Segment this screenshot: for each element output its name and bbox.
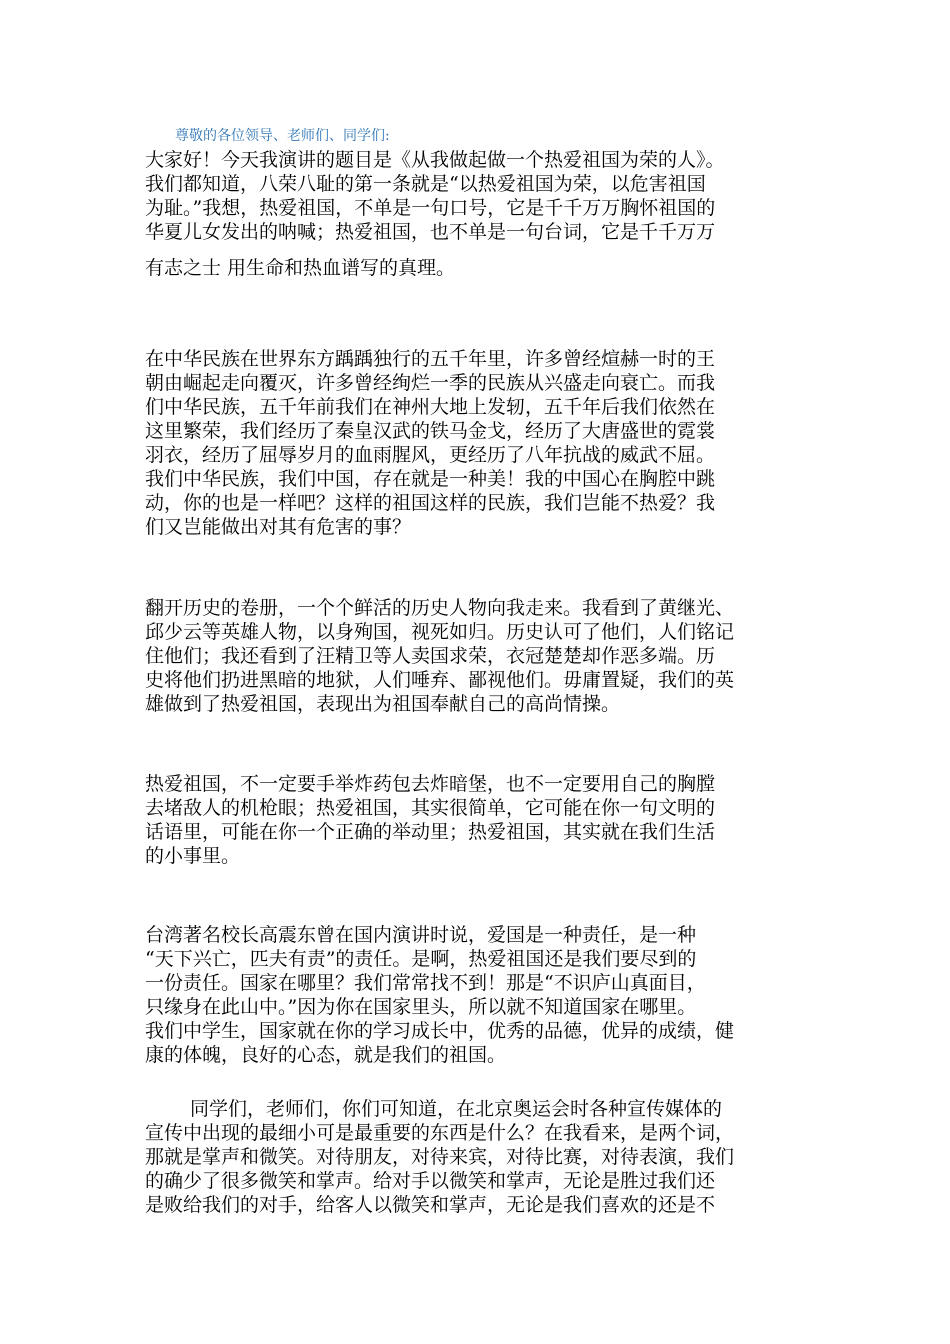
- paragraph-line: 大家好！今天我演讲的题目是《从我做起做一个热爱祖国为荣的人》。: [145, 149, 725, 171]
- paragraph-line: 去堵敌人的机枪眼；热爱祖国，其实很简单，它可能在你一句文明的: [145, 797, 716, 819]
- paragraph-line: 宣传中出现的最细小可是最重要的东西是什么？在我看来，是两个词，: [145, 1122, 735, 1144]
- paragraph-line: 翻开历史的卷册，一个个鲜活的历史人物向我走来。我看到了黄继光、: [145, 597, 735, 619]
- paragraph-line: 我们中学生，国家就在你的学习成长中，优秀的品德，优异的成绩，健: [145, 1020, 735, 1042]
- paragraph-line: 羽衣，经历了屈辱岁月的血雨腥风，更经历了八年抗战的威武不屈。: [145, 444, 716, 466]
- paragraph-line: 只缘身在此山中。”因为你在国家里头，所以就不知道国家在哪里。: [145, 996, 697, 1018]
- paragraph-daily-life: [145, 772, 825, 868]
- paragraph-line: 的确少了很多微笑和掌声。给对手以微笑和掌声，无论是胜过我们还: [145, 1170, 716, 1192]
- paragraph-line: 一份责任。国家在哪里？我们常常找不到！那是“不识庐山真面目，: [145, 972, 706, 994]
- paragraph-intro: [145, 148, 825, 280]
- paragraph-line: 同学们，老师们，你们可知道，在北京奥运会时各种宣传媒体的: [190, 1098, 723, 1120]
- paragraph-line: 雄做到了热爱祖国，表现出为祖国奉献自己的高尚情操。: [145, 693, 621, 715]
- paragraph-line: 邱少云等英雄人物，以身殉国，视死如归。历史认可了他们，人们铭记: [145, 621, 735, 643]
- salutation: 尊敬的各位领导、老师们、同学们:: [175, 128, 390, 144]
- paragraph-line: 我们中华民族，我们中国，存在就是一种美！我的中国心在胸腔中跳: [145, 468, 716, 490]
- paragraph-line: 史将他们扔进黑暗的地狱，人们唾弃、鄙视他们。毋庸置疑，我们的英: [145, 669, 735, 691]
- paragraph-line: 的小事里。: [145, 845, 241, 867]
- paragraph-line: 动，你的也是一样吧？这样的祖国这样的民族，我们岂能不热爱？我: [145, 492, 716, 514]
- paragraph-line: 住他们；我还看到了汪精卫等人卖国求荣，衣冠楚楚却作恶多端。历: [145, 645, 716, 667]
- paragraph-line: 热爱祖国，不一定要手举炸药包去炸暗堡，也不一定要用自己的胸膛: [145, 773, 716, 795]
- paragraph-line: 我们都知道，八荣八耻的第一条就是“以热爱祖国为荣，以危害祖国: [145, 173, 706, 195]
- paragraph-line: 是败给我们的对手，给客人以微笑和掌声，无论是我们喜欢的还是不: [145, 1194, 716, 1216]
- paragraph-line: “天下兴亡，匹夫有责”的责任。是啊，热爱祖国还是我们要尽到的: [145, 948, 697, 970]
- paragraph-line: 们中华民族，五千年前我们在神州大地上发轫，五千年后我们依然在: [145, 396, 716, 418]
- paragraph-line: 这里繁荣，我们经历了秦皇汉武的铁马金戈，经历了大唐盛世的霓裳: [145, 420, 716, 442]
- paragraph-history: [145, 347, 825, 539]
- paragraph-line: 华夏儿女发出的呐喊；热爱祖国，也不单是一句台词，它是千千万万: [145, 221, 716, 243]
- paragraph-line: 台湾著名校长高震东曾在国内演讲时说，爱国是一种责任，是一种: [145, 924, 697, 946]
- paragraph-line: 康的体魄，良好的心态，就是我们的祖国。: [145, 1044, 507, 1066]
- paragraph-responsibility: [145, 923, 825, 1067]
- paragraph-olympics: [145, 1097, 825, 1217]
- paragraph-line: 在中华民族在世界东方踽踽独行的五千年里，许多曾经煊赫一时的王: [145, 348, 716, 370]
- paragraph-line: 们又岂能做出对其有危害的事？: [145, 516, 412, 538]
- paragraph-heroes: [145, 596, 825, 716]
- paragraph-line: 话语里，可能在你一个正确的举动里；热爱祖国，其实就在我们生活: [145, 821, 716, 843]
- paragraph-line: 有志之士 用生命和热血谱写的真理。: [145, 257, 456, 279]
- paragraph-line: 那就是掌声和微笑。对待朋友，对待来宾，对待比赛，对待表演，我们: [145, 1146, 735, 1168]
- paragraph-line: 朝由崛起走向覆灭，许多曾经绚烂一季的民族从兴盛走向衰亡。而我: [145, 372, 716, 394]
- paragraph-line: 为耻。”我想，热爱祖国，不单是一句口号，它是千千万万胸怀祖国的: [145, 197, 716, 219]
